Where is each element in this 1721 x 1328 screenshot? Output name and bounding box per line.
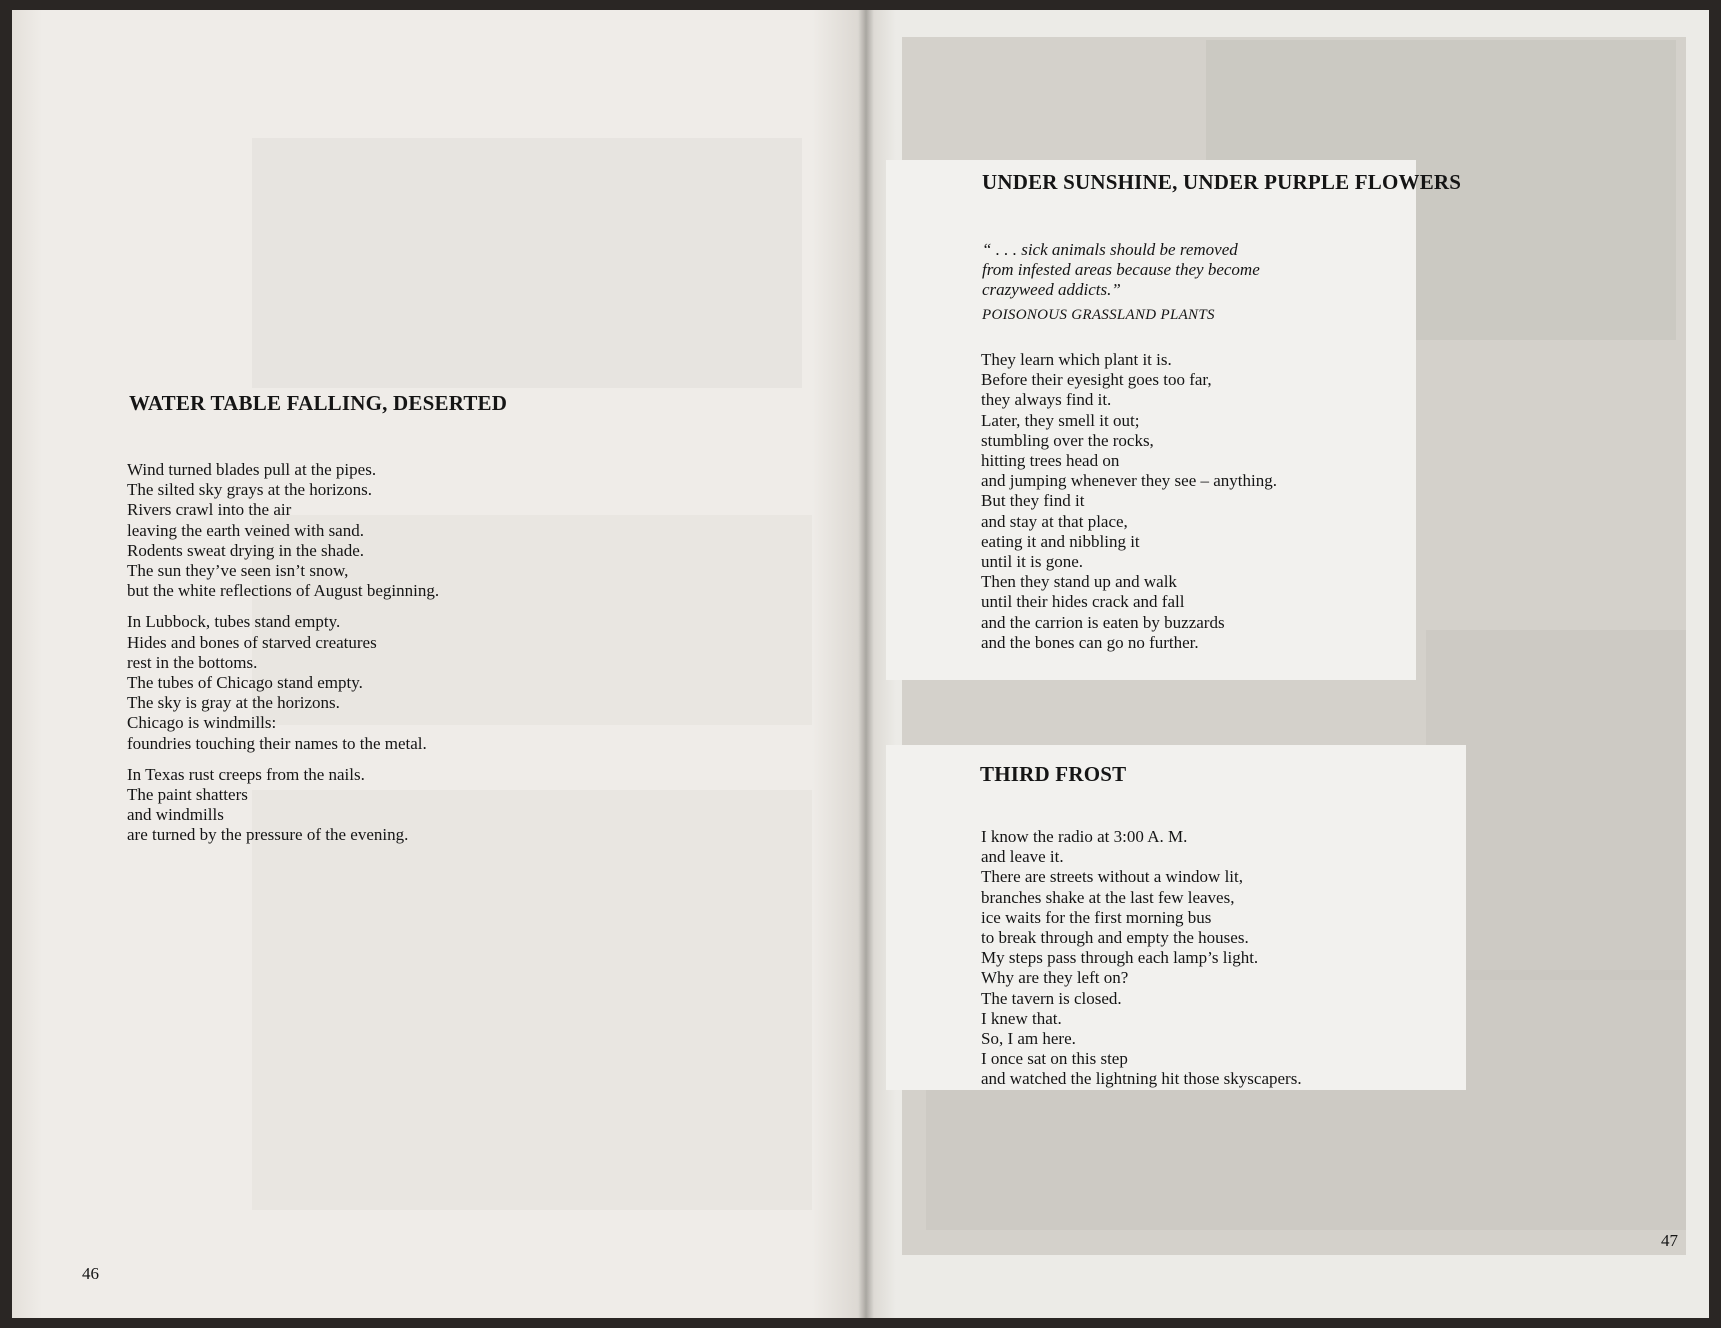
poem-line: Then they stand up and walk xyxy=(981,572,1177,592)
poem-line: and leave it. xyxy=(981,847,1064,867)
poem-line: stumbling over the rocks, xyxy=(981,430,1154,450)
poem-line: rest in the bottoms. xyxy=(127,652,258,672)
epigraph xyxy=(982,240,1260,300)
poem-line: I knew that. xyxy=(981,1008,1062,1028)
poem-line: They learn which plant it is. xyxy=(981,350,1172,369)
poem-body-third-frost xyxy=(981,827,1302,1090)
poem-line: But they find it xyxy=(981,491,1085,511)
poem-line: Rivers crawl into the air xyxy=(127,500,292,520)
poem-title-third-frost: THIRD FROST xyxy=(980,762,1127,786)
page-number-left: 46 xyxy=(82,1264,99,1283)
poem-body-water-table xyxy=(127,460,439,857)
poem-title-under-sunshine: UNDER SUNSHINE, UNDER PURPLE FLOWERS xyxy=(982,170,1462,194)
poem-line: and stay at that place, xyxy=(981,511,1128,531)
poem-line: until it is gone. xyxy=(981,552,1083,572)
bleed-through-top xyxy=(252,138,802,388)
stanza-1 xyxy=(127,460,439,601)
poem-line: Hides and bones of starved creatures xyxy=(127,632,377,652)
poem-line: I know the radio at 3:00 A. M. xyxy=(981,827,1188,846)
poem-title-water-table: WATER TABLE FALLING, DESERTED xyxy=(129,391,508,415)
epigraph-line: from infested areas because they become xyxy=(982,260,1260,279)
page-number-right: 47 xyxy=(1661,1231,1678,1250)
poem-line: Before their eyesight goes too far, xyxy=(981,370,1212,390)
poem-line: and the bones can go no further. xyxy=(981,632,1199,652)
left-page xyxy=(12,10,866,1318)
poem-line: but the white reflections of August beginning. xyxy=(127,581,440,601)
poem-line: hitting trees head on xyxy=(981,451,1120,471)
poem-line: branches shake at the last few leaves, xyxy=(981,887,1235,907)
poem-line: foundries touching their names to the metal. xyxy=(127,733,427,753)
poem-line: they always find it. xyxy=(981,390,1112,410)
poem-line: ice waits for the first morning bus xyxy=(981,907,1212,927)
poem-line: So, I am here. xyxy=(981,1029,1076,1049)
epigraph-line: “ . . . sick animals should be removed xyxy=(982,240,1238,259)
poem-line: Rodents sweat drying in the shade. xyxy=(127,540,365,560)
poem-line: Wind turned blades pull at the pipes. xyxy=(127,460,377,479)
poem-line: Chicago is windmills: xyxy=(127,713,277,733)
poem-line: The sky is gray at the horizons. xyxy=(127,693,340,713)
poem-line: to break through and empty the houses. xyxy=(981,928,1249,948)
poem-line: eating it and nibbling it xyxy=(981,531,1140,551)
stanza-2 xyxy=(127,612,439,753)
poem-line: In Lubbock, tubes stand empty. xyxy=(127,612,341,632)
poem-body-under-sunshine xyxy=(981,350,1277,653)
epigraph-line: crazyweed addicts.” xyxy=(982,280,1121,299)
poem-line: and watched the lightning hit those skyscapers. xyxy=(981,1069,1302,1089)
book-gutter xyxy=(858,10,874,1318)
poem-line: My steps pass through each lamp’s light. xyxy=(981,948,1259,968)
poem-line: are turned by the pressure of the evening. xyxy=(127,825,409,845)
poem-line: and jumping whenever they see – anything. xyxy=(981,471,1278,491)
poem-line: and the carrion is eaten by buzzards xyxy=(981,612,1225,632)
poem-line: Why are they left on? xyxy=(981,968,1129,988)
poem-line: In Texas rust creeps from the nails. xyxy=(127,764,365,784)
poem-line: Later, they smell it out; xyxy=(981,410,1140,430)
poem-line: There are streets without a window lit, xyxy=(981,867,1244,887)
poem-line: The sun they’ve seen isn’t snow, xyxy=(127,561,349,581)
poem-line: The tavern is closed. xyxy=(981,988,1122,1008)
poem-line: and windmills xyxy=(127,805,224,825)
poem-line: The tubes of Chicago stand empty. xyxy=(127,673,363,693)
right-page xyxy=(866,10,1709,1318)
poem-line: I once sat on this step xyxy=(981,1049,1128,1069)
poem-line: The paint shatters xyxy=(127,785,248,805)
poem-line: The silted sky grays at the horizons. xyxy=(127,480,373,500)
poem-line: leaving the earth veined with sand. xyxy=(127,520,364,540)
epigraph-source: POISONOUS GRASSLAND PLANTS xyxy=(982,307,1215,323)
stanza-3 xyxy=(127,765,439,846)
poem-line: until their hides crack and fall xyxy=(981,592,1185,612)
